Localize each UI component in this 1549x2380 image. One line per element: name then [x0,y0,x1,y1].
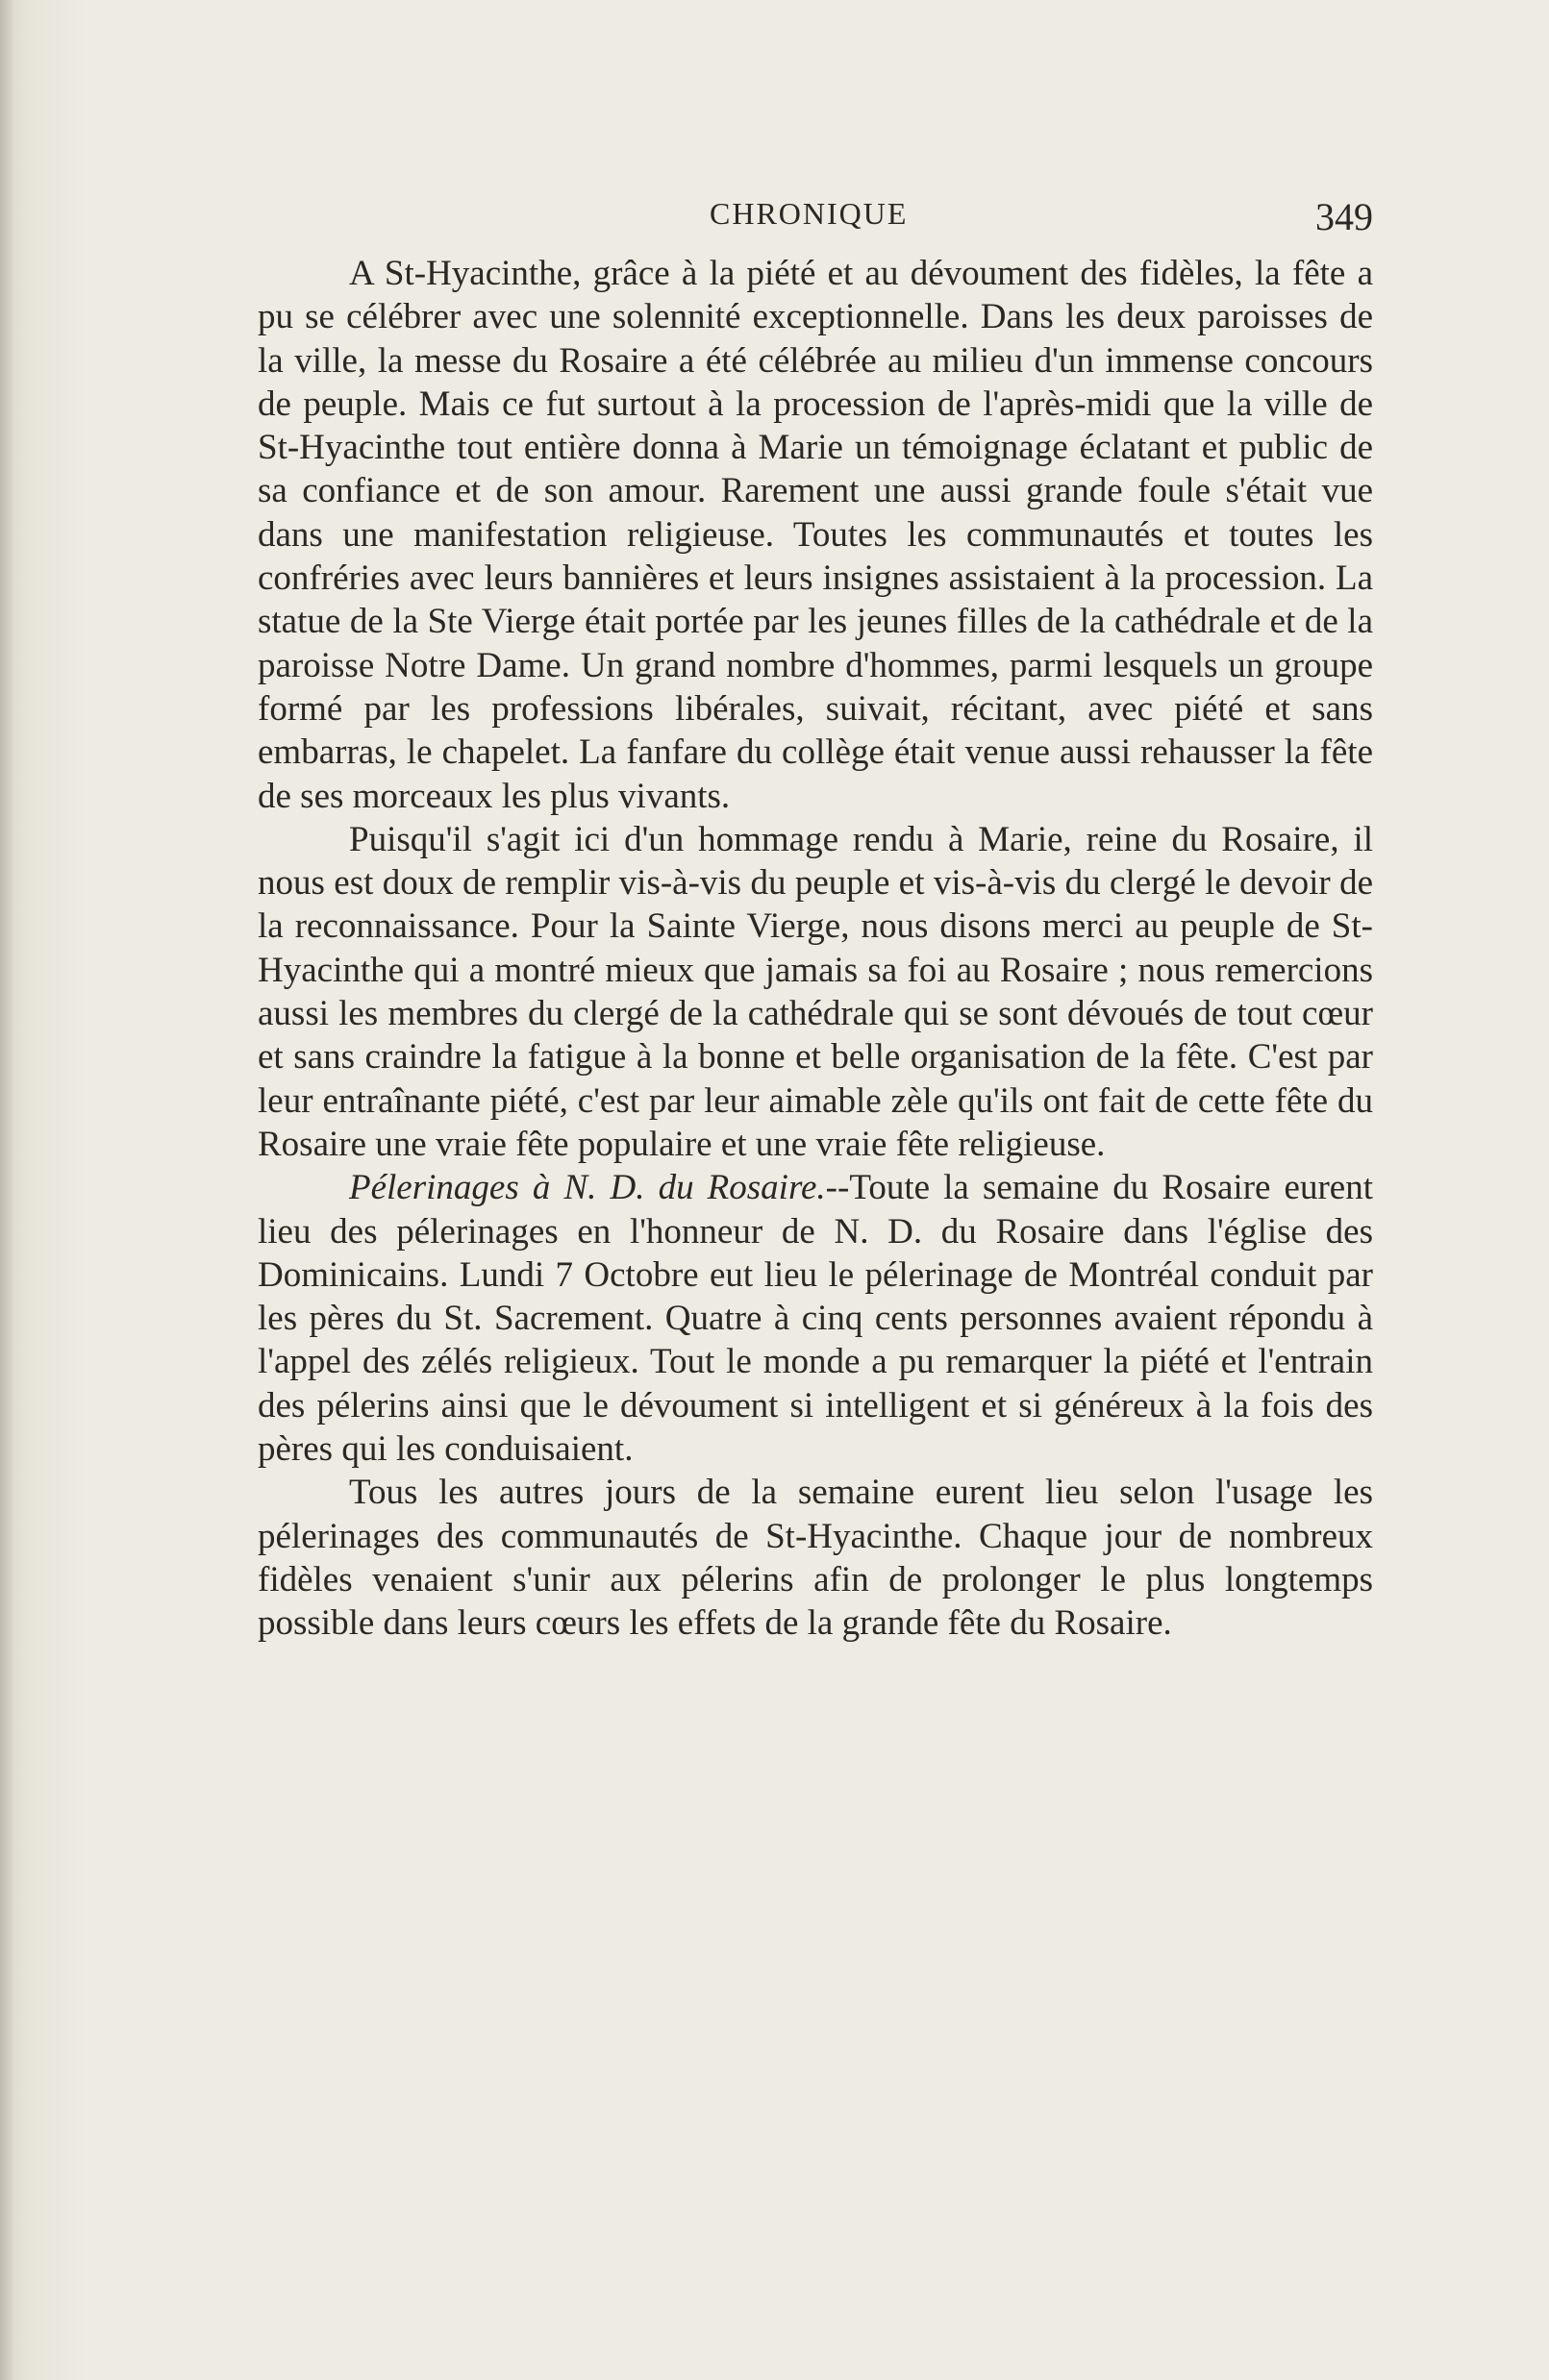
paragraph-pilgrimages [258,1166,1373,1471]
section-heading: Pélerinages à N. D. du Rosaire. [349,1168,826,1208]
paragraph-st-hyacinthe-feast [258,252,1373,818]
paragraph-text: Puisqu'il s'agit ici d'un hommage rendu à Marie, reine du Rosaire, il nous est doux de remplir vis-à-vis du peuple et vis-à-vis du clergé le devoir de la reconnaissance. Pour la Sainte Vierge, nous disons merci au peuple de St-Hyacinthe qui a montré mieux que jamais sa foi au Rosaire ; nous remercions aussi les membres du clergé de la cathédrale qui se sont dévoués de tout cœur et sans craindre la fatigue à la bonne et belle organisation de la fête. C'est par leur entraînante piété, c'est par leur aimable zèle qu'ils ont fait de cette fête du Rosaire une vraie fête populaire et une vraie fête religieuse. [258,819,1373,1164]
paragraph-thanks [258,818,1373,1166]
paragraph-text: Tous les autres jours de la semaine eurent lieu selon l'usage les pélerinages des communautés de St-Hyacinthe. Chaque jour de nombreux fidèles venaient s'unir aux pélerins afin de prolonger le plus longtemps possible dans leurs cœurs les effets de la grande fête du Rosaire. [258,1473,1373,1644]
page-header [258,188,1373,246]
paragraph-other-days [258,1471,1373,1645]
binding-gutter [0,0,13,2380]
paragraph-text: --Toute la semaine du Rosaire eurent lieu des pélerinages en l'honneur de N. D. du Rosaire dans l'église des Dominicains. Lundi 7 Octobre eut lieu le pélerinage de Montréal conduit par les pères du St. Sacrement. Quatre à cinq cents personnes avaient répondu à l'appel des zélés religieux. Tout le monde a pu remarquer la piété et l'entrain des pélerins ainsi que le dévoument si intelligent et si généreux à la fois des pères qui les conduisaient. [258,1168,1373,1470]
running-head: CHRONIQUE [710,196,909,231]
paragraph-text: A St-Hyacinthe, grâce à la piété et au dévoument des fidèles, la fête a pu se célébrer avec une solennité exceptionnelle. Dans les deux paroisses de la ville, la messe du Rosaire a été célébrée au milieu d'un immense concours de peuple. Mais ce fut surtout à la procession de l'après-midi que la ville de St-Hyacinthe tout entière donna à Marie un témoignage éclatant et public de sa confiance et de son amour. Rarement une aussi grande foule s'était vue dans une manifestation religieuse. Toutes les communautés et toutes les confréries avec leurs bannières et leurs insignes assistaient à la procession. La statue de la Ste Vierge était portée par les jeunes filles de la cathédrale et de la paroisse Notre Dame. Un grand nombre d'hommes, parmi lesquels un groupe formé par les professions libérales, suivait, récitant, avec piété et sans embarras, le chapelet. La fanfare du collège était venue aussi rehausser la fête de ses morceaux les plus vivants. [258,254,1373,816]
page-number: 349 [1315,195,1373,238]
page-body [258,252,1373,1646]
